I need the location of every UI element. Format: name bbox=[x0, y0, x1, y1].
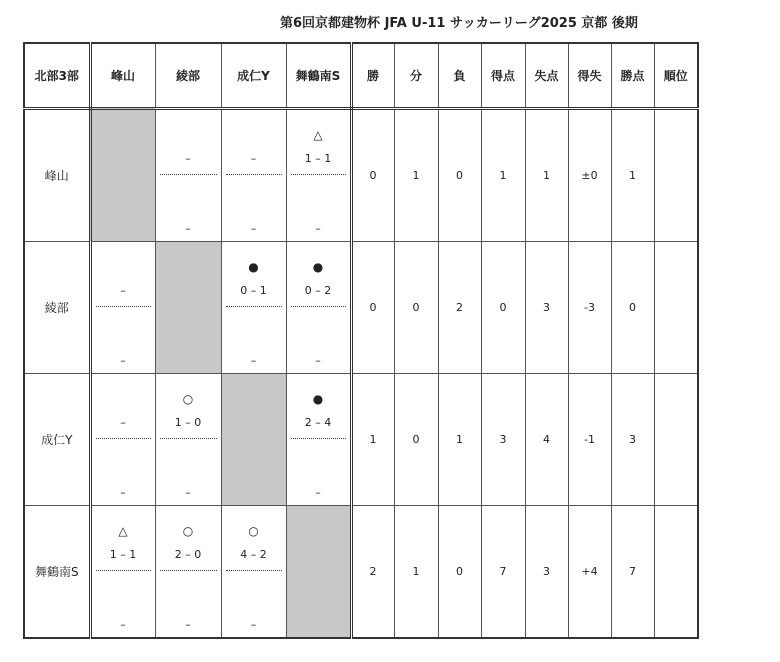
stat-cell: 0 bbox=[351, 108, 394, 241]
dotted-divider bbox=[160, 438, 217, 439]
result-symbol: △ bbox=[313, 127, 323, 142]
header-stat-losses: 負 bbox=[438, 43, 481, 108]
stat-cell: 1 bbox=[481, 108, 525, 241]
header-stat-goals-against: 失点 bbox=[525, 43, 568, 108]
match-cell bbox=[221, 505, 286, 638]
header-stat-goal-diff: 得失 bbox=[568, 43, 611, 108]
result-symbol: ● bbox=[312, 391, 324, 406]
row-team-name: 舞鶴南S bbox=[24, 505, 90, 638]
result-symbol: ● bbox=[312, 259, 324, 274]
self-match-cell bbox=[155, 241, 221, 373]
match-score: 0 – 1 bbox=[240, 283, 267, 297]
stat-cell bbox=[654, 373, 698, 505]
dotted-divider bbox=[160, 570, 217, 571]
row-team-name: 峰山 bbox=[24, 108, 90, 241]
stat-cell: -1 bbox=[568, 373, 611, 505]
dotted-divider bbox=[96, 438, 151, 439]
match-score: 0 – 2 bbox=[304, 283, 332, 297]
stat-cell: 3 bbox=[525, 241, 568, 373]
second-leg-score: – bbox=[120, 617, 126, 631]
second-leg-score: – bbox=[185, 617, 191, 631]
stat-cell: 0 bbox=[611, 241, 654, 373]
stat-cell: 0 bbox=[394, 241, 438, 373]
stat-cell: 1 bbox=[611, 108, 654, 241]
stat-cell: 0 bbox=[394, 373, 438, 505]
result-symbol: ○ bbox=[182, 523, 194, 538]
second-leg-score: – bbox=[250, 617, 257, 631]
dotted-divider bbox=[226, 174, 282, 175]
table-row bbox=[24, 108, 698, 241]
header-stat-rank: 順位 bbox=[654, 43, 698, 108]
match-cell bbox=[155, 108, 221, 241]
header-team: 峰山 bbox=[90, 43, 155, 108]
stat-cell: 1 bbox=[394, 505, 438, 638]
result-symbol: △ bbox=[118, 523, 128, 538]
second-leg-score: – bbox=[185, 221, 191, 235]
dotted-divider bbox=[226, 570, 282, 571]
match-cell bbox=[155, 505, 221, 638]
header-team: 成仁Y bbox=[221, 43, 286, 108]
result-symbol: ○ bbox=[182, 391, 194, 406]
stat-cell: 0 bbox=[351, 241, 394, 373]
second-leg-score: – bbox=[250, 221, 257, 235]
header-stat-draws: 分 bbox=[394, 43, 438, 108]
match-score: – bbox=[185, 151, 191, 165]
stat-cell: 2 bbox=[351, 505, 394, 638]
stat-cell: 4 bbox=[525, 373, 568, 505]
dotted-divider bbox=[291, 438, 346, 439]
stat-cell: 7 bbox=[611, 505, 654, 638]
match-score: 1 – 0 bbox=[174, 415, 202, 429]
stat-cell: ±0 bbox=[568, 108, 611, 241]
header-stat-goals-for: 得点 bbox=[481, 43, 525, 108]
match-cell bbox=[90, 505, 155, 638]
stat-cell: 1 bbox=[394, 108, 438, 241]
match-score: – bbox=[250, 151, 257, 165]
page-title: 第6回京都建物杯 JFA U-11 サッカーリーグ2025 京都 後期 bbox=[280, 16, 638, 31]
header-stat-points: 勝点 bbox=[611, 43, 654, 108]
stat-cell bbox=[654, 505, 698, 638]
stat-cell: 3 bbox=[525, 505, 568, 638]
match-cell bbox=[221, 241, 286, 373]
stat-cell bbox=[654, 108, 698, 241]
stat-cell: -3 bbox=[568, 241, 611, 373]
dotted-divider bbox=[160, 174, 217, 175]
result-symbol: ● bbox=[248, 259, 259, 274]
match-score: 2 – 0 bbox=[174, 547, 202, 561]
group-label: 北部3部 bbox=[24, 43, 90, 108]
dotted-divider bbox=[226, 306, 282, 307]
second-leg-score: – bbox=[315, 485, 321, 499]
header-row bbox=[24, 43, 698, 108]
second-leg-score: – bbox=[315, 353, 321, 367]
match-score: – bbox=[120, 415, 126, 429]
header-team: 舞鶴南S bbox=[286, 43, 351, 108]
self-match-cell bbox=[286, 505, 351, 638]
stat-cell: 1 bbox=[525, 108, 568, 241]
stat-cell: 0 bbox=[438, 505, 481, 638]
self-match-cell bbox=[90, 108, 155, 241]
stat-cell: +4 bbox=[568, 505, 611, 638]
match-score: 4 – 2 bbox=[240, 547, 267, 561]
match-cell bbox=[155, 373, 221, 505]
header-team: 綾部 bbox=[155, 43, 221, 108]
dotted-divider bbox=[96, 570, 151, 571]
second-leg-score: – bbox=[250, 353, 257, 367]
stat-cell: 3 bbox=[611, 373, 654, 505]
stat-cell: 0 bbox=[481, 241, 525, 373]
stat-cell bbox=[654, 241, 698, 373]
dotted-divider bbox=[291, 174, 346, 175]
second-leg-score: – bbox=[120, 353, 126, 367]
match-cell bbox=[90, 373, 155, 505]
stat-cell: 1 bbox=[438, 373, 481, 505]
match-score: 1 – 1 bbox=[109, 547, 137, 561]
match-cell bbox=[286, 241, 351, 373]
result-symbol: ○ bbox=[248, 523, 259, 538]
stat-cell: 0 bbox=[438, 108, 481, 241]
match-cell bbox=[286, 373, 351, 505]
second-leg-score: – bbox=[185, 485, 191, 499]
table-row bbox=[24, 373, 698, 505]
second-leg-score: – bbox=[315, 221, 321, 235]
match-score: 2 – 4 bbox=[304, 415, 332, 429]
stat-cell: 2 bbox=[438, 241, 481, 373]
stat-cell: 1 bbox=[351, 373, 394, 505]
dotted-divider bbox=[96, 306, 151, 307]
match-cell bbox=[286, 108, 351, 241]
match-cell bbox=[90, 241, 155, 373]
match-score: 1 – 1 bbox=[304, 151, 332, 165]
stat-cell: 7 bbox=[481, 505, 525, 638]
dotted-divider bbox=[291, 306, 346, 307]
match-score: – bbox=[120, 283, 126, 297]
second-leg-score: – bbox=[120, 485, 126, 499]
row-team-name: 綾部 bbox=[24, 241, 90, 373]
match-cell bbox=[221, 108, 286, 241]
table-row bbox=[24, 241, 698, 373]
header-stat-wins: 勝 bbox=[351, 43, 394, 108]
row-team-name: 成仁Y bbox=[24, 373, 90, 505]
self-match-cell bbox=[221, 373, 286, 505]
league-table bbox=[23, 42, 699, 639]
stat-cell: 3 bbox=[481, 373, 525, 505]
table-row bbox=[24, 505, 698, 638]
